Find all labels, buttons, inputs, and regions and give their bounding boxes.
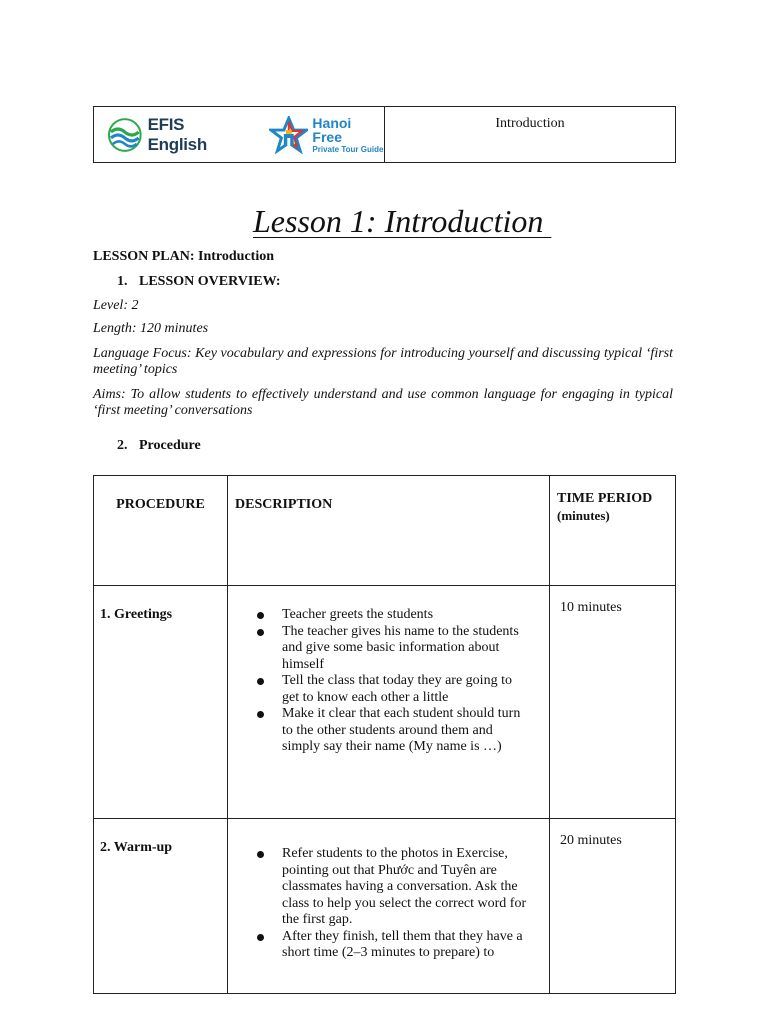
efis-logo xyxy=(108,115,247,155)
procedure-number: 2. xyxy=(117,438,128,453)
procedure-name: 1. Greetings xyxy=(94,586,228,819)
header-time-label: TIME PERIOD xyxy=(557,491,653,506)
header-time-unit: (minutes) xyxy=(557,508,610,523)
header-procedure: PROCEDURE xyxy=(94,476,228,586)
efis-wave-icon xyxy=(108,118,142,152)
lesson-title: Lesson 1: Introduction xyxy=(253,203,552,239)
hanoi-logo-subtitle: Private Tour Guide xyxy=(312,144,384,154)
procedure-time: 20 minutes xyxy=(550,819,676,994)
header-time-period xyxy=(550,476,676,586)
header-title-cell: Introduction xyxy=(495,116,565,131)
list-item: After they finish, tell them that they have a short time (2–3 minutes to prepare) to xyxy=(257,929,530,962)
header-logo-cell xyxy=(94,107,385,162)
procedure-time: 10 minutes xyxy=(550,586,676,819)
procedure-table xyxy=(93,475,676,994)
table-row xyxy=(94,819,676,994)
list-item: The teacher gives his name to the students and give some basic information about himself xyxy=(257,624,530,674)
lesson-plan-line xyxy=(93,249,274,265)
hanoi-logo-title: Hanoi Free xyxy=(312,114,352,145)
table-row xyxy=(94,586,676,819)
procedure-heading xyxy=(117,438,201,454)
hanoi-free-logo xyxy=(269,116,384,154)
efis-logo-text: EFIS English xyxy=(147,114,207,154)
list-item: Teacher greets the students xyxy=(257,607,530,624)
list-item: Make it clear that each student should turn to the other students around them and simply say their name (My name is …) xyxy=(257,706,530,756)
bullet-list xyxy=(229,587,548,756)
hanoi-star-icon xyxy=(269,116,309,154)
procedure-description xyxy=(228,586,550,819)
level-line: Level: 2 xyxy=(93,298,139,313)
lesson-overview-heading xyxy=(117,274,281,290)
list-item: Refer students to the photos in Exercise, pointing out that Phước and Tuyên are classmates having a conversation. Ask the class to help you select the correct word for the first gap. xyxy=(257,846,530,929)
bullet-list xyxy=(229,820,548,962)
list-item: Tell the class that today they are going to get to know each other a little xyxy=(257,673,530,706)
procedure-name: 2. Warm-up xyxy=(94,819,228,994)
overview-label: LESSON OVERVIEW: xyxy=(139,274,281,289)
procedure-label: Procedure xyxy=(139,438,201,453)
header-table xyxy=(93,106,676,163)
header-description: DESCRIPTION xyxy=(228,476,550,586)
lesson-plan-value: Introduction xyxy=(198,249,275,264)
aims-line: Aims: To allow students to effectively understand and use common language for engaging in typical ‘first meeting’ conversations xyxy=(93,387,673,418)
length-line: Length: 120 minutes xyxy=(93,321,209,336)
language-focus-line: Language Focus: Key vocabulary and expressions for introducing yourself and discussing typical ‘first meeting’ topics xyxy=(93,346,673,377)
lesson-plan-label: LESSON PLAN: xyxy=(93,249,199,264)
overview-number: 1. xyxy=(117,274,128,289)
procedure-description xyxy=(228,819,550,994)
table-header-row xyxy=(94,476,676,586)
